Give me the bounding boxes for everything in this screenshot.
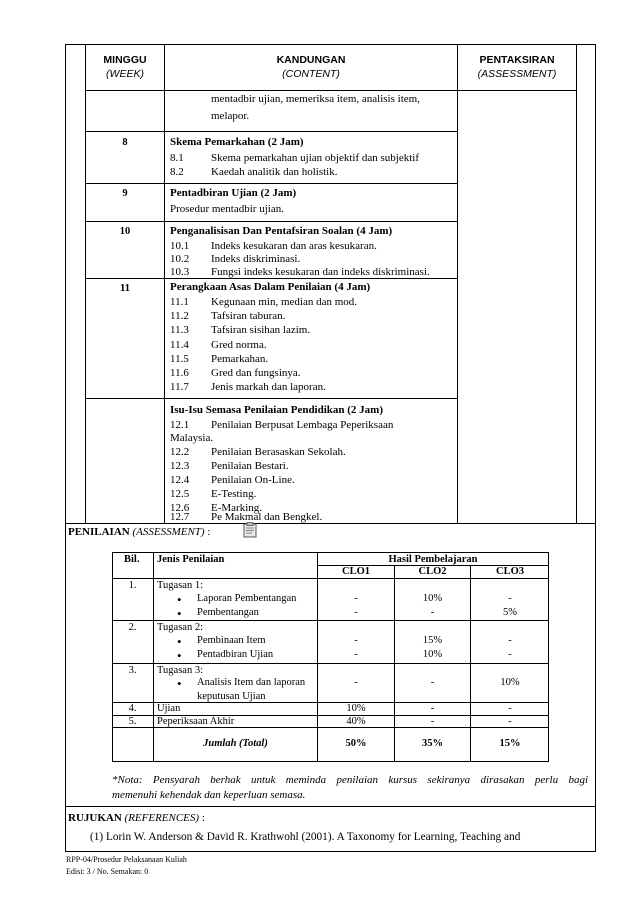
penilaian-heading xyxy=(68,526,210,538)
assess-row-clo2: 15% xyxy=(422,635,443,646)
item-number: 12.4 xyxy=(170,474,190,486)
assess-row-jenis: Pentadbiran Ujian xyxy=(197,649,274,660)
assess-row-jenis: Pembinaan Item xyxy=(197,635,266,646)
row-line xyxy=(85,278,458,279)
assess-row-clo3: - xyxy=(508,716,512,727)
item-number: 11.7 xyxy=(170,381,189,393)
item-number: 10.2 xyxy=(170,253,190,265)
header-assessment xyxy=(458,54,576,80)
footer-line-2: Edisi: 3 / No. Semakan: 0 xyxy=(66,867,149,876)
content-line: E-Testing. xyxy=(211,488,257,500)
assess-row-clo3: 10% xyxy=(500,677,520,688)
col-line xyxy=(576,44,577,523)
content-line: Indeks kesukaran dan aras kesukaran. xyxy=(211,240,377,252)
assess-row-jenis: Ujian xyxy=(157,703,181,714)
total-label: Jumlah (Total) xyxy=(203,738,268,749)
header-week-label: MINGGU xyxy=(103,54,147,66)
rujukan-label-en: (REFERENCES) xyxy=(124,812,200,824)
assess-header-jenis: Jenis Penilaian xyxy=(157,554,225,565)
assess-header-bil: Bil. xyxy=(124,554,140,565)
assess-row-clo2: - xyxy=(430,716,435,727)
assess-row-clo2: 10% xyxy=(422,649,443,660)
assess-row-clo3: 5% xyxy=(503,607,517,618)
assess-row-jenis: Analisis Item dan laporan xyxy=(197,677,306,688)
topic-title: Perangkaan Asas Dalam Penilaian (4 Jam) xyxy=(170,281,371,293)
content-line: E-Marking. xyxy=(211,502,263,514)
assess-row-bil: 2. xyxy=(128,622,137,633)
row-line xyxy=(85,221,458,222)
row-line xyxy=(65,523,596,524)
item-number: 12.7 xyxy=(170,511,190,523)
assess-row-bil: 5. xyxy=(128,716,137,727)
assess-row-clo1: 10% xyxy=(346,703,366,714)
content-line: mentadbir ujian, memeriksa item, analisis item, xyxy=(211,93,420,105)
item-number: 12.3 xyxy=(170,460,190,472)
content-line: melapor. xyxy=(211,110,250,122)
note-line-2: memenuhi kehendak dan keperluan semasa. xyxy=(112,789,306,801)
item-number: 12.2 xyxy=(170,446,190,458)
content-line: Penilaian On-Line. xyxy=(211,474,295,486)
assess-header-clo1: CLO1 xyxy=(341,566,370,577)
item-number: 11.2 xyxy=(170,310,189,322)
content-line: Malaysia. xyxy=(170,432,214,444)
header-assessment-en: (ASSESSMENT) xyxy=(477,68,557,80)
content-line: Kaedah analitik dan holistik. xyxy=(211,166,338,178)
note-line-1: *Nota: Pensyarah berhak untuk meminda penilaian kursus sekiranya dirasakan perlu bagi xyxy=(112,774,588,786)
content-line: Skema pemarkahan ujian objektif dan subjektif xyxy=(211,152,420,164)
item-number: 11.6 xyxy=(170,367,189,379)
assess-row-bil: 1. xyxy=(128,580,137,591)
item-number: 10.1 xyxy=(170,240,190,252)
content-line: Pemarkahan. xyxy=(211,353,269,365)
assess-row-jenis-cont: keputusan Ujian xyxy=(197,691,266,702)
week-number: 11 xyxy=(120,283,130,294)
item-number: 11.3 xyxy=(170,324,189,336)
assess-row-clo2: - xyxy=(430,607,435,618)
bullet-icon: • xyxy=(177,592,182,607)
content-line: Penilaian Berpusat Lembaga Peperiksaan xyxy=(211,419,394,431)
assess-row-clo1: - xyxy=(354,635,358,646)
assess-row-jenis: Tugasan 2: xyxy=(157,622,203,633)
topic-title: Skema Pemarkahan (2 Jam) xyxy=(170,136,304,148)
item-number: 12.1 xyxy=(170,419,190,431)
assess-row-clo2: 10% xyxy=(422,593,443,604)
assess-header-hasil: Hasil Pembelajaran xyxy=(388,554,478,565)
assess-row-clo1: 40% xyxy=(346,716,366,727)
assess-header-clo3: CLO3 xyxy=(495,566,524,577)
item-number: 10.3 xyxy=(170,266,190,278)
week-number: 9 xyxy=(122,188,128,199)
rujukan-label: RUJUKAN xyxy=(68,812,122,824)
assess-row-clo2: - xyxy=(430,703,435,714)
bullet-icon: • xyxy=(177,634,182,649)
footer-line-1: RPP-04/Prosedur Pelaksanaan Kuliah xyxy=(66,855,187,864)
content-line: Penilaian Bestari. xyxy=(211,460,289,472)
assess-row-clo2: - xyxy=(430,677,435,688)
assess-col-line xyxy=(153,552,154,762)
header-content xyxy=(165,54,457,80)
item-number: 12.5 xyxy=(170,488,190,500)
header-content-en: (CONTENT) xyxy=(282,68,340,80)
assess-header-clo2: CLO2 xyxy=(418,566,447,577)
penilaian-label: PENILAIAN xyxy=(68,526,130,538)
content-line: Fungsi indeks kesukaran dan indeks diskriminasi. xyxy=(211,266,430,278)
penilaian-label-en: (ASSESSMENT) xyxy=(132,526,205,538)
assess-row-clo3: - xyxy=(508,593,512,604)
assess-row-clo3: - xyxy=(508,703,512,714)
assess-row-clo3: - xyxy=(508,649,512,660)
assess-row-bil: 4. xyxy=(128,703,137,714)
assess-row-bil: 3. xyxy=(128,665,137,676)
row-line xyxy=(85,183,458,184)
row-line xyxy=(85,90,577,91)
assess-row-clo1: - xyxy=(354,607,358,618)
assess-row-line xyxy=(112,727,549,728)
row-line xyxy=(65,806,596,807)
item-number: 11.4 xyxy=(170,339,189,351)
assess-row-jenis: Peperiksaan Akhir xyxy=(157,716,235,727)
item-number: 11.1 xyxy=(170,296,189,308)
topic-title: Isu-Isu Semasa Penilaian Pendidikan (2 Jam) xyxy=(170,404,384,416)
reference-1: (1) Lorin W. Anderson & David R. Krathwohl (2001). A Taxonomy for Learning, Teaching and xyxy=(90,831,521,843)
assess-row-clo3: - xyxy=(508,635,512,646)
item-number: 11.5 xyxy=(170,353,189,365)
item-number: 12.6 xyxy=(170,502,190,514)
content-line: Gred norma. xyxy=(211,339,267,351)
content-line: Gred dan fungsinya. xyxy=(211,367,301,379)
header-week-en: (WEEK) xyxy=(106,68,144,80)
bullet-icon: • xyxy=(177,648,182,663)
content-line: Indeks diskriminasi. xyxy=(211,253,301,265)
content-line: Tafsiran sisihan lazim. xyxy=(211,324,311,336)
content-line: Pe Makmal dan Bengkel. xyxy=(211,511,323,523)
total-clo2: 35% xyxy=(422,738,443,749)
assess-row-line xyxy=(112,578,549,579)
header-content-label: KANDUNGAN xyxy=(276,54,346,66)
assess-row-clo1: - xyxy=(354,677,358,688)
week-number: 10 xyxy=(119,226,131,237)
clipboard-icon xyxy=(243,522,257,538)
bullet-icon: • xyxy=(177,606,182,621)
assess-row-jenis: Tugasan 1: xyxy=(157,580,203,591)
content-line: Prosedur mentadbir ujian. xyxy=(170,203,284,215)
content-line: Tafsiran taburan. xyxy=(211,310,286,322)
col-line xyxy=(164,44,165,523)
rujukan-colon: : xyxy=(199,812,205,824)
row-line xyxy=(85,398,458,399)
assess-row-jenis: Laporan Pembentangan xyxy=(197,593,297,604)
total-clo3: 15% xyxy=(499,738,521,749)
content-line: Jenis markah dan laporan. xyxy=(211,381,326,393)
assess-row-clo1: - xyxy=(354,593,358,604)
rujukan-heading xyxy=(68,812,205,824)
bullet-icon: • xyxy=(177,676,182,691)
week-number: 8 xyxy=(122,137,128,148)
assess-row-clo1: - xyxy=(354,649,358,660)
header-week xyxy=(86,54,164,80)
assess-row-jenis: Tugasan 3: xyxy=(157,665,203,676)
header-assessment-label: PENTAKSIRAN xyxy=(479,54,555,66)
penilaian-colon: : xyxy=(204,526,211,538)
row-line xyxy=(85,131,458,132)
content-line: Kegunaan min, median dan mod. xyxy=(211,296,358,308)
item-number: 8.1 xyxy=(170,152,184,164)
assess-row-jenis: Pembentangan xyxy=(197,607,259,618)
content-line: Penilaian Berasaskan Sekolah. xyxy=(211,446,346,458)
total-clo1: 50% xyxy=(345,738,367,749)
item-number: 8.2 xyxy=(170,166,184,178)
topic-title: Pentadbiran Ujian (2 Jam) xyxy=(170,187,297,199)
col-line xyxy=(457,44,458,523)
topic-title: Penganalisisan Dan Pentafsiran Soalan (4 Jam) xyxy=(170,225,393,237)
